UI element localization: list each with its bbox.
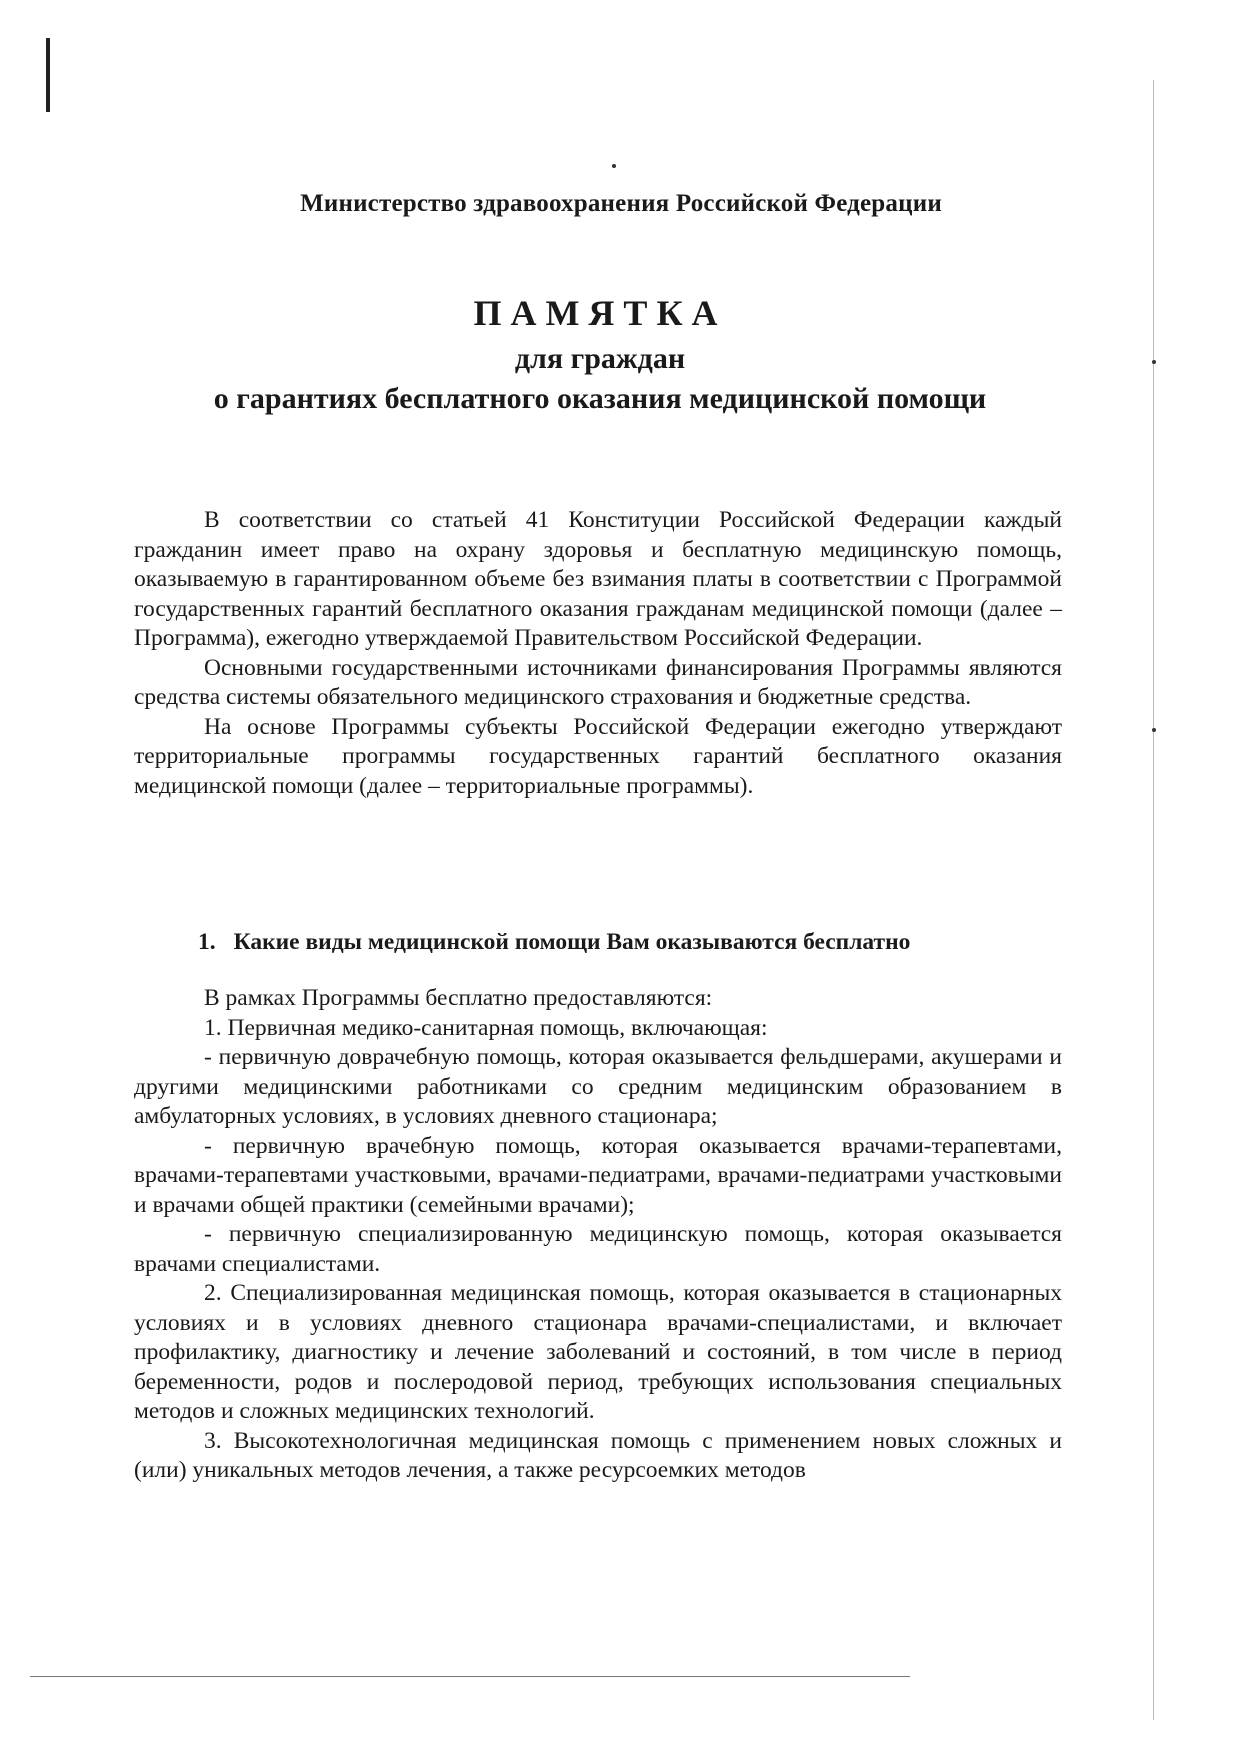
scan-edge-mark: [46, 38, 50, 112]
intro-paragraph-3: На основе Программы субъекты Российской Федерации ежегодно утверждают территориальные программы государственных гарантий бесплатного оказания медицинской помощи (далее – территориальные программы).: [134, 713, 1062, 799]
scan-speck: [612, 164, 616, 168]
list-item-1b: - первичную врачебную помощь, которая оказывается врачами-терапевтами, врачами-терапевтами участковыми, врачами-педиатрами, врачами-педиатрами участковыми и врачами общей практики (семейными врачами);: [134, 1132, 1062, 1218]
intro-paragraph-1: В соответствии со статьей 41 Конституции Российской Федерации каждый гражданин имеет право на охрану здоровья и бесплатную медицинскую помощь, оказываемую в гарантированном объеме без взимания платы в соответствии с Программой государственных гарантий бесплатного оказания гражданам медицинской помощи (далее – Программа), ежегодно утверждаемой Правительством Российской Федерации.: [134, 507, 1062, 651]
intro-section: [134, 506, 1062, 801]
section-1-heading: [198, 929, 910, 956]
list-item-1: 1. Первичная медико-санитарная помощь, включающая:: [204, 1014, 768, 1041]
section-lead: В рамках Программы бесплатно предоставляются:: [204, 985, 713, 1011]
document-subtitle-line2: о гарантиях бесплатного оказания медицинской помощи: [213, 382, 987, 415]
scan-bottom-line: [30, 1676, 910, 1677]
section-number: 1.: [198, 929, 216, 955]
section-1-body: [134, 984, 1062, 1486]
document-title: ПАМЯТКА: [473, 293, 727, 333]
document-subtitle-line1: для граждан: [514, 342, 686, 375]
list-item-1a: - первичную доврачебную помощь, которая оказывается фельдшерами, акушерами и другими медицинскими работниками со средним медицинским образованием в амбулаторных условиях, в условиях дневного стационара;: [134, 1044, 1062, 1129]
section-title: Какие виды медицинской помощи Вам оказываются бесплатно: [233, 929, 911, 955]
intro-paragraph-2: Основными государственными источниками финансирования Программы являются средства системы обязательного медицинского страхования и бюджетные средства.: [134, 654, 1062, 710]
scan-speck: [1152, 728, 1156, 732]
list-item-1c: - первичную специализированную медицинскую помощь, которая оказывается врачами специалистами.: [134, 1221, 1062, 1277]
list-item-2: 2. Специализированная медицинская помощь, которая оказывается в стационарных условиях и в условиях дневного стационара врачами-специалистами, и включает профилактику, диагностику и лечение заболеваний и состояний, в том числе в период беременности, родов и послеродовой период, требующих использования специальных методов и сложных медицинских технологий.: [134, 1280, 1062, 1424]
list-item-3: 3. Высокотехнологичная медицинская помощь с применением новых сложных и (или) уникальных методов лечения, а также ресурсоемких методов: [134, 1427, 1062, 1483]
ministry-name: Министерство здравоохранения Российской Федерации: [300, 190, 942, 217]
